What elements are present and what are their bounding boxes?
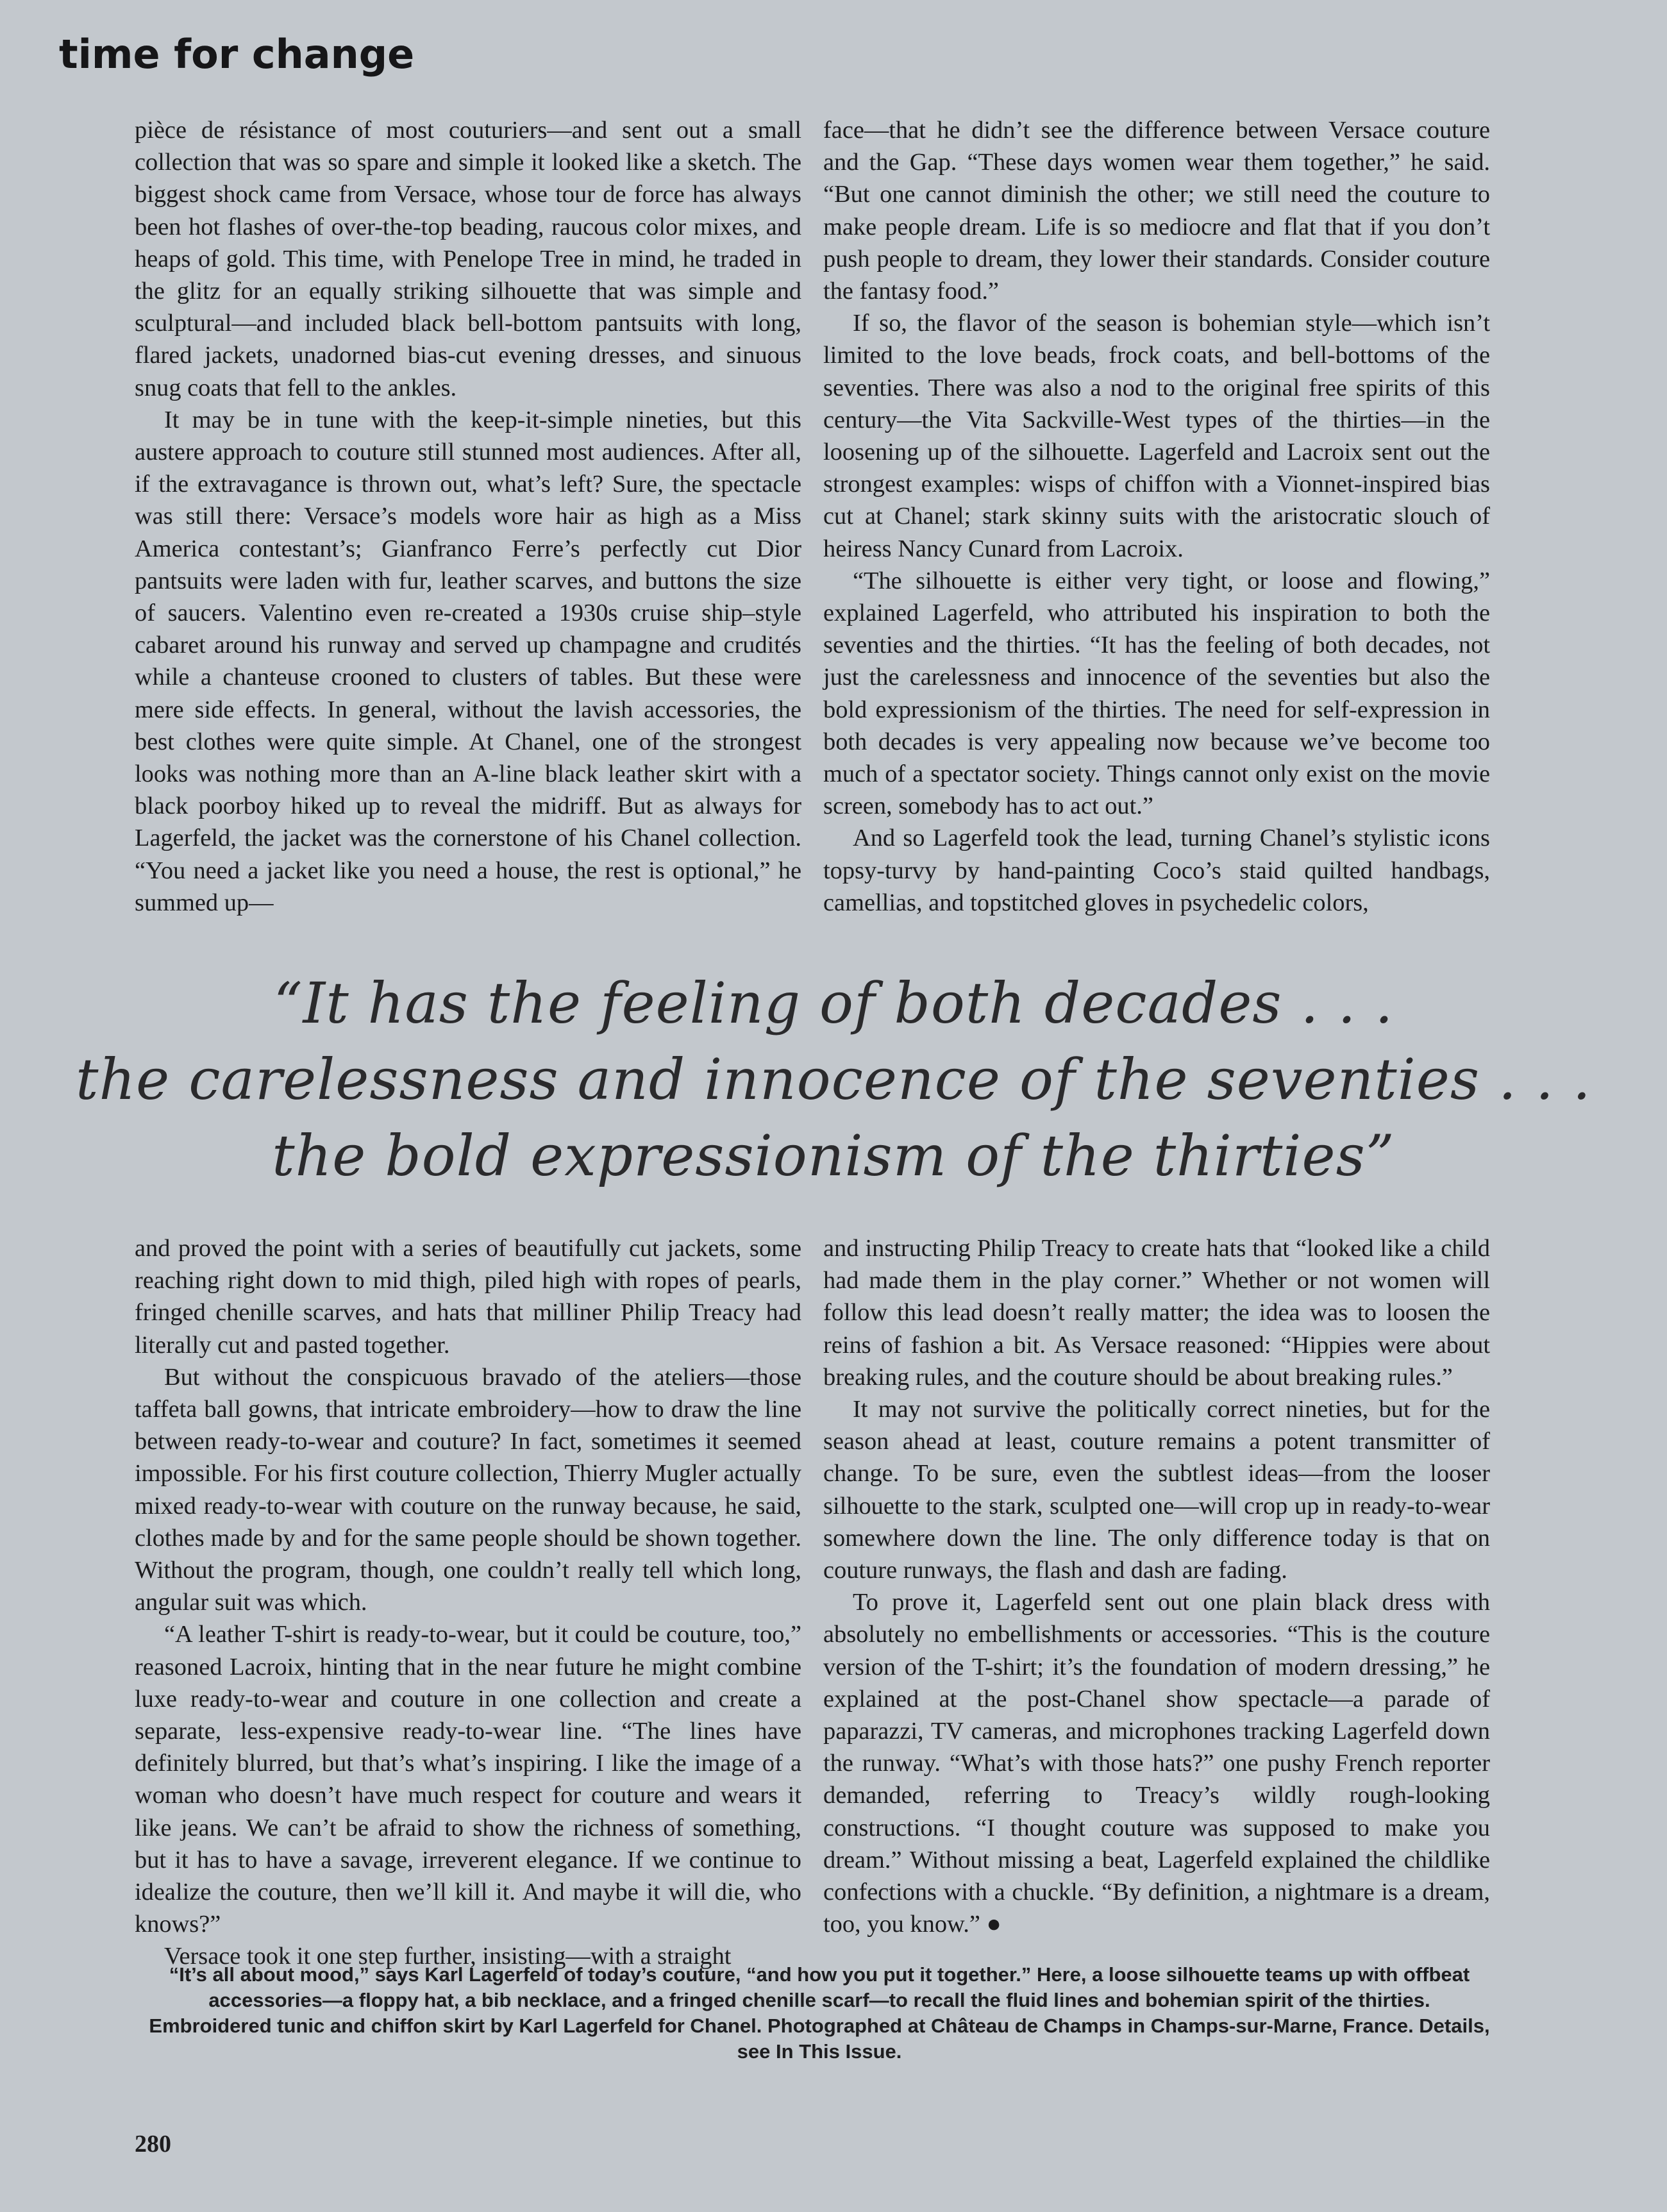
paragraph: It may not survive the politically correct nineties, but for the season ahead at least, couture remains a potent transmitter of change. To be sure, even the subtlest ideas—from the looser silhouette to the stark, sculpted one—will crop up in ready-to-wear somewhere down the line. The only difference today is that on couture runways, the flash and dash are fading. [823, 1396, 1490, 1584]
article-column-bottom-right [823, 1232, 1490, 1940]
paragraph: It may be in tune with the keep-it-simple nineties, but this austere approach to couture still stunned most audiences. After all, if the extravagance is thrown out, what’s left? Sure, the spectacle was still there: Versace’s models wore hair as high as a Miss America contestant’s; Gianfranco Ferre’s perfectly cut Dior pantsuits were laden with fur, leather scarves, and buttons the size of saucers. Valentino even re-created a 1930s cruise ship–style cabaret around his runway and served up champagne and crudités while a chanteuse crooned to clusters of tables. But these were mere side effects. In general, without the lavish accessories, the best clothes were quite simple. At Chanel, one of the strongest looks was nothing more than an A-line black leather skirt with a black poorboy hiked up to reveal the midriff. But as always for Lagerfeld, the jacket was the cornerstone of his Chanel collection. “You need a jacket like you need a house, the rest is optional,” he summed up— [135, 406, 801, 916]
pull-quote-line: “It has the feeling of both decades . . . [273, 970, 1394, 1036]
pull-quote-line: the bold expressionism of the thirties” [272, 1123, 1395, 1189]
paragraph: “A leather T-shirt is ready-to-wear, but it could be couture, too,” reasoned Lacroix, hinting that in the near future he might combine luxe ready-to-wear and couture in one collection and create a separate, less-expensive ready-to-wear line. “The lines have definitely blurred, but that’s what’s inspiring. I like the image of a woman who doesn’t have much respect for couture and wears it like jeans. We can’t be afraid to show the richness of something, but it has to have a savage, irreverent elegance. If we continue to idealize the couture, then we’ll kill it. And maybe it will die, who knows?” [135, 1621, 801, 1938]
paragraph: “The silhouette is either very tight, or loose and flowing,” explained Lagerfeld, who attributed his inspiration to both the seventies and the thirties. “It has the feeling of both decades, not just the carelessness and innocence of the seventies but also the bold expressionism of the thirties. The need for self-expression in both decades is very appealing now because we’ve become too much of a spectator society. Things cannot only exist on the movie screen, somebody has to act out.” [823, 567, 1490, 820]
paragraph: pièce de résistance of most couturiers—and sent out a small collection that was so spare and simple it looked like a sketch. The biggest shock came from Versace, whose tour de force has always been hot flashes of over-the-top beading, raucous color mixes, and heaps of gold. This time, with Penelope Tree in mind, he traded in the glitz for an equally striking silhouette that was simple and sculptural—and included black bell-bottom pantsuits with long, flared jackets, unadorned bias-cut evening dresses, and sinuous snug coats that fell to the ankles. [135, 117, 801, 401]
paragraph: And so Lagerfeld took the lead, turning Chanel’s stylistic icons topsy-turvy by hand-painting Coco’s staid quilted handbags, camellias, and topstitched gloves in psychedelic colors, [823, 825, 1490, 916]
article-column-top-left [135, 114, 801, 919]
photo-caption: “It’s all about mood,” says Karl Lagerfeld of today’s couture, “and how you put it together.” Here, a loose silhouette teams up with offbeat accessories—a floppy hat, a bib necklace, and a fringed chenille scarf—to recall the fluid lines and bohemian spirit of the thirties. Embroidered tunic and chiffon skirt by Karl Lagerfeld for Chanel. Photographed at Château de Champs in Champs-sur-Marne, France. Details, see In This Issue. [149, 1963, 1490, 2063]
article-column-bottom-left [135, 1232, 801, 1973]
article-column-top-right [823, 114, 1490, 919]
paragraph: and proved the point with a series of beautifully cut jackets, some reaching right down to mid thigh, piled high with ropes of pearls, fringed chenille scarves, and hats that milliner Philip Treacy had literally cut and pasted together. [135, 1235, 801, 1359]
page-number: 280 [135, 2131, 171, 2158]
paragraph: and instructing Philip Treacy to create hats that “looked like a child had made them in the play corner.” Whether or not women will follow this lead doesn’t really matter; the idea was to loosen the reins of fashion a bit. As Versace reasoned: “Hippies were about breaking rules, and the couture should be about breaking rules.” [823, 1235, 1490, 1391]
paragraph: face—that he didn’t see the difference between Versace couture and the Gap. “These days women wear them together,” he said. “But one cannot diminish the other; we still need the couture to make people dream. Life is so mediocre and flat that if you don’t push people to dream, they lower their standards. Consider couture the fantasy food.” [823, 117, 1490, 305]
paragraph: To prove it, Lagerfeld sent out one plain black dress with absolutely no embellishments or accessories. “This is the couture version of the T-shirt; it’s the foundation of modern dressing,” he explained at the post-Chanel show spectacle—a parade of paparazzi, TV cameras, and microphones tracking Lagerfeld down the runway. “What’s with those hats?” one pushy French reporter demanded, referring to Treacy’s wildly rough-looking constructions. “I thought couture was supposed to make you dream.” Without missing a beat, Lagerfeld explained the childlike confections with a chuckle. “By definition, a nightmare is a dream, too, you know.” ● [823, 1589, 1490, 1938]
paragraph: Versace took it one step further, insisting—with a straight [164, 1943, 732, 1970]
paragraph: If so, the flavor of the season is bohemian style—which isn’t limited to the love beads, frock coats, and bell-bottoms of the seventies. There was also a nod to the original free spirits of this century—the Vita Sackville-West types of the thirties—in the loosening up of the silhouette. Lagerfeld and Lacroix sent out the strongest examples: wisps of chiffon with a Vionnet-inspired bias cut at Chanel; stark skinny suits with the aristocratic slouch of heiress Nancy Cunard from Lacroix. [823, 310, 1490, 562]
paragraph: But without the conspicuous bravado of the ateliers—those taffeta ball gowns, that intricate embroidery—how to draw the line between ready-to-wear and couture? In fact, sometimes it seemed impossible. For his first couture collection, Thierry Mugler actually mixed ready-to-wear with couture on the runway because, he said, clothes made by and for the same people should be shown together. Without the program, though, one couldn’t really tell which long, angular suit was which. [135, 1363, 801, 1616]
pull-quote-line: the carelessness and innocence of the seventies . . . [76, 1046, 1591, 1112]
section-head: time for change [59, 31, 415, 78]
pull-quote [0, 965, 1667, 1194]
